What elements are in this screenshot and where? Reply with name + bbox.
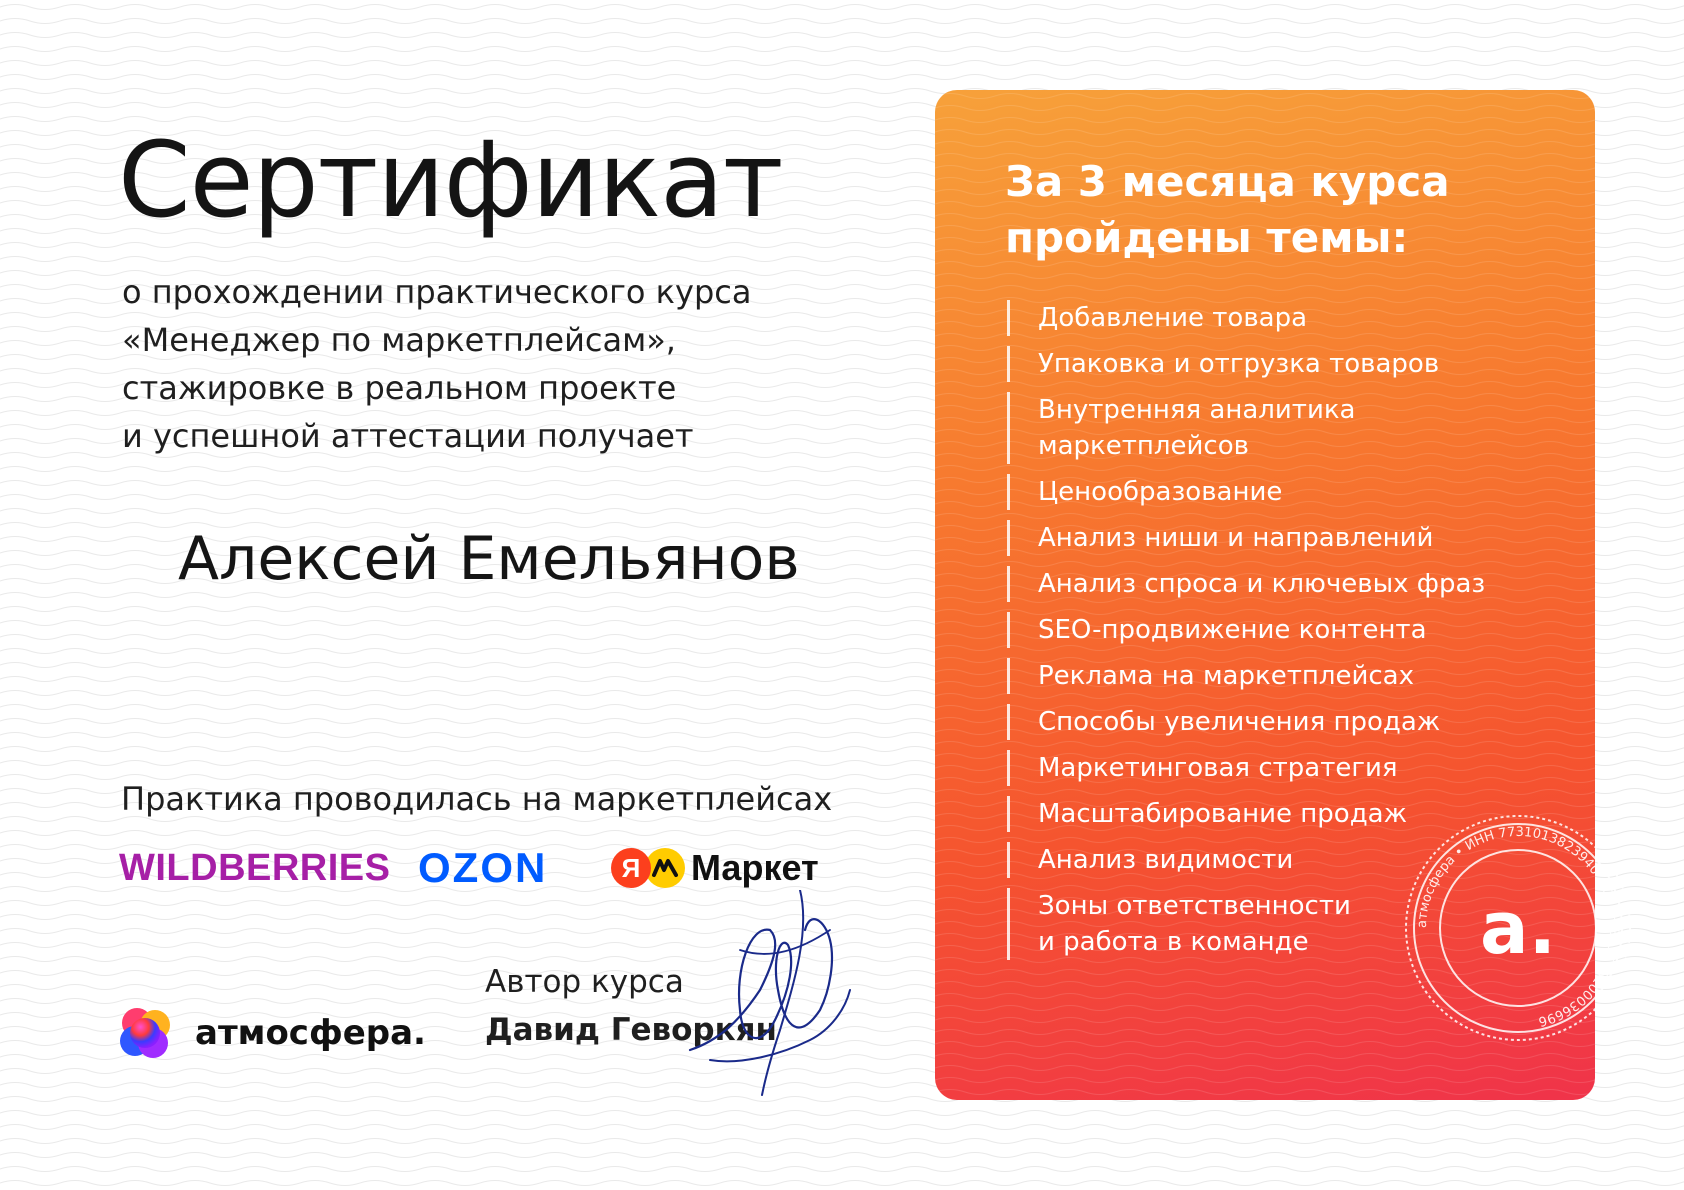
topic-item: Ценообразование [1007, 474, 1527, 510]
yandex-market-icon [645, 848, 685, 888]
topic-item: Маркетинговая стратегия [1007, 750, 1527, 786]
topic-item: Анализ видимости [1007, 842, 1527, 878]
atmosfera-brand-name: атмосфера. [195, 1013, 426, 1053]
topic-item: Анализ ниши и направлений [1007, 520, 1527, 556]
intro-line: стажировке в реальном проекте [122, 369, 677, 407]
recipient-name: Алексей Емельянов [178, 524, 800, 594]
atmosfera-brand [115, 1003, 426, 1063]
topic-item: Способы увеличения продаж [1007, 704, 1527, 740]
atmosfera-logo-icon [115, 1003, 175, 1063]
panel-title-line: За 3 месяца курса [1005, 157, 1450, 206]
topic-item: Упаковка и отгрузка товаров [1007, 346, 1527, 382]
practice-label: Практика проводилась на маркетплейсах [121, 780, 833, 818]
intro-line: «Менеджер по маркетплейсам», [122, 321, 676, 359]
yandex-market-logo [611, 840, 819, 896]
company-seal-stamp [1398, 808, 1638, 1048]
panel-title-line: пройдены темы: [1005, 213, 1409, 262]
certificate-title: Сертификат [118, 119, 783, 241]
intro-line: и успешной аттестации получает [122, 417, 694, 455]
author-name: Давид Геворкян [485, 1012, 777, 1048]
yandex-badge: Я [611, 848, 651, 888]
ozon-logo: OZON [418, 844, 548, 891]
topic-item: Внутренняя аналитика маркетплейсов [1007, 392, 1358, 464]
topic-item: SEO-продвижение контента [1007, 612, 1527, 648]
certificate-intro [122, 268, 751, 460]
topic-item: Добавление товара [1007, 300, 1527, 336]
topic-item: Масштабирование продаж [1007, 796, 1527, 832]
topic-item: Анализ спроса и ключевых фраз [1007, 566, 1527, 602]
stamp-ring-text: атмосфера • ИНН 7731013823940 • ОГРН 321508100036696 [1414, 824, 1622, 1029]
stamp-center-letter: а. [1480, 886, 1556, 970]
wildberries-logo: WILDBERRIES [119, 846, 391, 889]
panel-title [1005, 154, 1565, 266]
topic-item: Реклама на маркетплейсах [1007, 658, 1527, 694]
intro-line: о прохождении практического курса [122, 273, 752, 311]
topic-item: Зоны ответственности и работа в команде [1007, 888, 1358, 960]
yandex-market-label: Маркет [691, 847, 819, 888]
author-signature [680, 890, 860, 1100]
author-label: Автор курса [485, 964, 684, 1000]
